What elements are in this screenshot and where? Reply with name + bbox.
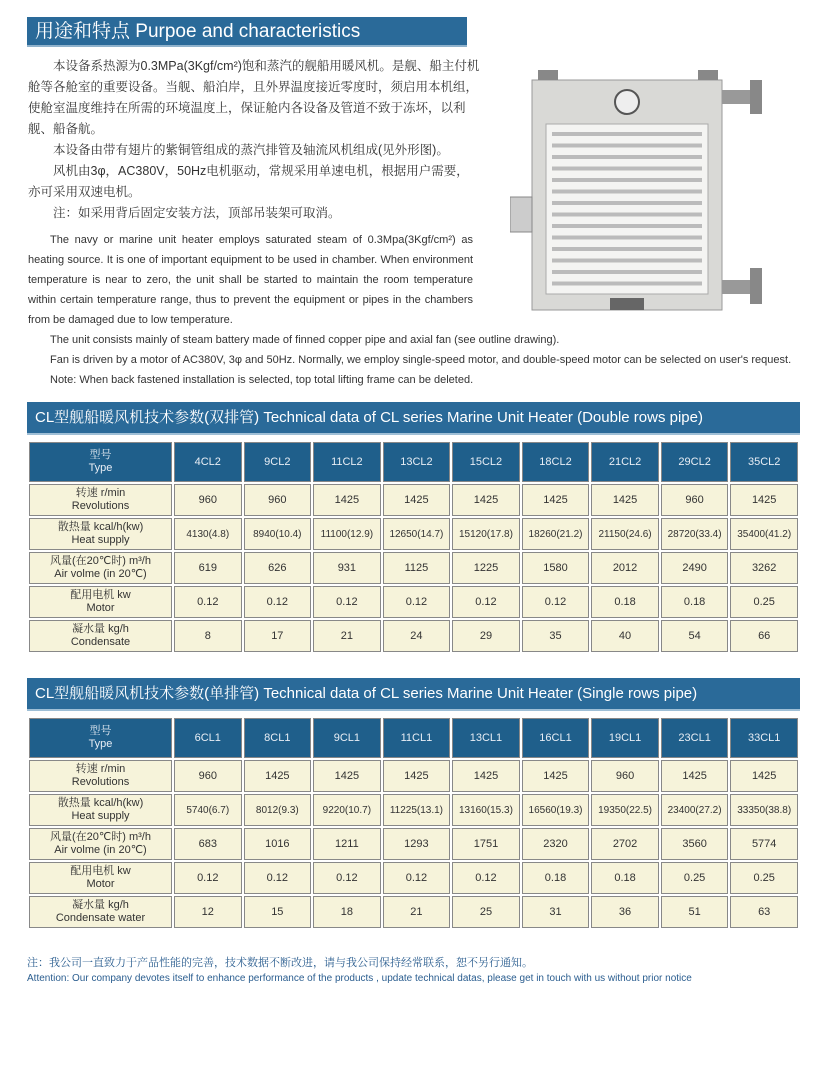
table-cell: 21 (313, 620, 381, 652)
table-cell: 54 (661, 620, 729, 652)
double-rows-table (27, 440, 800, 654)
paragraph: 注：如采用背后固定安装方法，顶部吊装架可取消。 (53, 206, 341, 220)
table-cell: 1425 (522, 484, 590, 516)
english-description (28, 230, 473, 330)
table-cell: 931 (313, 552, 381, 584)
column-header: 23CL1 (661, 718, 729, 758)
row-label-en: Motor (86, 602, 115, 614)
table-cell: 28720(33.4) (661, 518, 729, 550)
paragraph: 本设备由带有翅片的紫铜管组成的蒸汽排管及轴流风机组成(见外形图)。 (53, 143, 449, 157)
row-label-cn: 风量(在20℃时) m³/h (50, 831, 151, 843)
louver (552, 190, 702, 194)
table-cell: 17 (244, 620, 312, 652)
louver (552, 167, 702, 171)
row-label (29, 442, 172, 482)
table-cell: 960 (244, 484, 312, 516)
table-row (29, 794, 798, 826)
table-cell: 4130(4.8) (174, 518, 242, 550)
table-cell: 1425 (522, 760, 590, 792)
table-cell: 9220(10.7) (313, 794, 381, 826)
table-cell: 1125 (383, 552, 451, 584)
row-label-en: Air volme (in 20℃) (54, 568, 147, 580)
table-row (29, 828, 798, 860)
table-cell: 683 (174, 828, 242, 860)
row-label-cn: 散热量 kcal/h(kw) (57, 797, 144, 809)
row-label-en: Air volme (in 20℃) (54, 844, 147, 856)
row-label-cn: 型号 (89, 449, 112, 461)
table-cell: 40 (591, 620, 659, 652)
row-label (29, 794, 172, 826)
row-label-en: Type (88, 462, 113, 474)
paragraph: Note: When back fastened installation is selected, top total lifting frame can be deleted. (50, 374, 474, 386)
table-cell: 0.18 (591, 862, 659, 894)
row-label-cn: 转速 r/min (75, 763, 126, 775)
table-cell: 619 (174, 552, 242, 584)
table-cell: 29 (452, 620, 520, 652)
table-cell: 36 (591, 896, 659, 928)
table-row (29, 760, 798, 792)
table-cell: 5740(6.7) (174, 794, 242, 826)
table-row (29, 718, 798, 758)
table-cell: 66 (730, 620, 798, 652)
row-label-en: Condensate (70, 636, 131, 648)
row-label-cn: 风量(在20℃时) m³/h (50, 555, 151, 567)
row-label (29, 862, 172, 894)
table-cell: 1425 (452, 484, 520, 516)
table-row (29, 552, 798, 584)
table-cell: 2490 (661, 552, 729, 584)
row-label-en: Revolutions (71, 500, 130, 512)
louver (552, 132, 702, 136)
row-label (29, 760, 172, 792)
table-cell: 0.25 (661, 862, 729, 894)
table-cell: 18 (313, 896, 381, 928)
table-row (29, 442, 798, 482)
table-cell: 960 (174, 760, 242, 792)
table-cell: 2012 (591, 552, 659, 584)
table-cell: 0.12 (452, 862, 520, 894)
table-cell: 13160(15.3) (452, 794, 520, 826)
row-label (29, 620, 172, 652)
paragraph: Fan is driven by a motor of AC380V, 3φ and 50Hz. Normally, we employ single-speed motor, and double-speed motor can be selected on user's request. (50, 354, 792, 366)
column-header: 33CL1 (730, 718, 798, 758)
footer-note (27, 956, 827, 986)
column-header: 13CL2 (383, 442, 451, 482)
table-cell: 35400(41.2) (730, 518, 798, 550)
table-cell: 1425 (313, 484, 381, 516)
louver (552, 213, 702, 217)
table-cell: 23400(27.2) (661, 794, 729, 826)
row-label-cn: 凝水量 kg/h (72, 899, 129, 911)
row-label-cn: 型号 (89, 725, 112, 737)
column-header: 9CL2 (244, 442, 312, 482)
table-cell: 11225(13.1) (383, 794, 451, 826)
table-cell: 960 (661, 484, 729, 516)
row-label-cn: 配用电机 kw (70, 589, 131, 601)
louver (552, 282, 702, 286)
column-header: 18CL2 (522, 442, 590, 482)
table-cell: 1211 (313, 828, 381, 860)
table-cell: 0.18 (522, 862, 590, 894)
table-cell: 1425 (452, 760, 520, 792)
column-header: 8CL1 (244, 718, 312, 758)
column-header: 35CL2 (730, 442, 798, 482)
row-label-en: Heat supply (71, 810, 130, 822)
table-cell: 1016 (244, 828, 312, 860)
row-label (29, 484, 172, 516)
table-cell: 0.12 (522, 586, 590, 618)
table-cell: 1425 (730, 484, 798, 516)
row-label (29, 518, 172, 550)
column-header: 29CL2 (661, 442, 729, 482)
column-header: 9CL1 (313, 718, 381, 758)
table-row (29, 518, 798, 550)
table-cell: 5774 (730, 828, 798, 860)
column-header: 15CL2 (452, 442, 520, 482)
table-cell: 0.25 (730, 586, 798, 618)
louver (552, 201, 702, 205)
table-row (29, 586, 798, 618)
table-cell: 25 (452, 896, 520, 928)
table-row (29, 896, 798, 928)
table-cell: 21150(24.6) (591, 518, 659, 550)
column-header: 4CL2 (174, 442, 242, 482)
table-cell: 8940(10.4) (244, 518, 312, 550)
table-cell: 0.12 (452, 586, 520, 618)
english-description-wide (28, 330, 803, 390)
table-cell: 8012(9.3) (244, 794, 312, 826)
table-cell: 0.12 (174, 586, 242, 618)
table-row (29, 620, 798, 652)
table-cell: 0.12 (383, 586, 451, 618)
row-label-cn: 散热量 kcal/h(kw) (57, 521, 144, 533)
table-cell: 626 (244, 552, 312, 584)
table-cell: 1751 (452, 828, 520, 860)
table-cell: 1425 (313, 760, 381, 792)
table-cell: 3262 (730, 552, 798, 584)
column-header: 19CL1 (591, 718, 659, 758)
table-cell: 35 (522, 620, 590, 652)
table-cell: 0.12 (383, 862, 451, 894)
footer-en: Attention: Our company devotes itself to enhance performance of the products , update technical datas, please get in touch with us without prior notice (27, 973, 692, 984)
row-label-cn: 配用电机 kw (70, 865, 131, 877)
table-cell: 8 (174, 620, 242, 652)
row-label (29, 896, 172, 928)
table-cell: 15 (244, 896, 312, 928)
row-label (29, 586, 172, 618)
column-header: 21CL2 (591, 442, 659, 482)
table-cell: 33350(38.8) (730, 794, 798, 826)
unit-heater-image (510, 62, 775, 314)
paragraph: The navy or marine unit heater employs saturated steam of 0.3Mpa(3Kgf/cm²) as heating source. It is one of important equipment to be used in chamber. When environment temperature is near to zero, the unit shall be started to maintain the room temperature within certain temperature range, thus to prevent the equipment or pipes in the chambers from be damaged due to low temperature. (28, 234, 473, 326)
table-cell: 1580 (522, 552, 590, 584)
single-rows-table (27, 716, 800, 930)
column-header: 16CL1 (522, 718, 590, 758)
row-label (29, 828, 172, 860)
footer-cn: 注：我公司一直致力于产品性能的完善，技术数据不断改进，请与我公司保持经常联系，恕不另行通知。 (27, 957, 533, 969)
row-label-en: Type (88, 738, 113, 750)
table-cell: 3560 (661, 828, 729, 860)
table-cell: 1293 (383, 828, 451, 860)
table-cell: 960 (591, 760, 659, 792)
table-cell: 51 (661, 896, 729, 928)
table-cell: 0.12 (244, 862, 312, 894)
table-cell: 0.12 (244, 586, 312, 618)
table-cell: 1425 (730, 760, 798, 792)
row-label-en: Heat supply (71, 534, 130, 546)
louver (552, 224, 702, 228)
column-header: 6CL1 (174, 718, 242, 758)
table-cell: 0.25 (730, 862, 798, 894)
table-cell: 1425 (591, 484, 659, 516)
row-label-en: Revolutions (71, 776, 130, 788)
louver (552, 144, 702, 148)
table-cell: 1425 (383, 760, 451, 792)
table-cell: 1425 (244, 760, 312, 792)
table-cell: 31 (522, 896, 590, 928)
table-cell: 12650(14.7) (383, 518, 451, 550)
table-row (29, 484, 798, 516)
table-cell: 24 (383, 620, 451, 652)
louver (552, 247, 702, 251)
table-row (29, 862, 798, 894)
louver (552, 178, 702, 182)
table-cell: 0.18 (661, 586, 729, 618)
table-cell: 16560(19.3) (522, 794, 590, 826)
row-label (29, 552, 172, 584)
table-cell: 12 (174, 896, 242, 928)
table-cell: 63 (730, 896, 798, 928)
chinese-description (28, 56, 480, 224)
table-cell: 1225 (452, 552, 520, 584)
table-cell: 2702 (591, 828, 659, 860)
row-label-en: Condensate water (55, 912, 146, 924)
louver (552, 259, 702, 263)
louver (552, 155, 702, 159)
table-cell: 2320 (522, 828, 590, 860)
paragraph: 本设备系热源为0.3MPa(3Kgf/cm²)饱和蒸汽的舰船用暖风机。是舰、船主付机舱等各舱室的重要设备。当舰、船泊岸，且外界温度接近零度时，须启用本机组，使舱室温度维持在所需的环境温度上，保证舱内各设备及管道不致于冻坏，以利舰、船备航。 (28, 59, 480, 136)
paragraph: 风机由3φ，AC380V，50Hz电机驱动，常规采用单速电机，根据用户需要，亦可采用双速电机。 (28, 164, 469, 199)
table-cell: 15120(17.8) (452, 518, 520, 550)
table-cell: 0.18 (591, 586, 659, 618)
table-cell: 960 (174, 484, 242, 516)
table-title-double: CL型舰船暖风机技术参数(双排管) Technical data of CL series Marine Unit Heater (Double rows pipe) (27, 402, 800, 435)
louver (552, 270, 702, 274)
table-cell: 1425 (383, 484, 451, 516)
table-cell: 11100(12.9) (313, 518, 381, 550)
louver (552, 236, 702, 240)
column-header: 11CL1 (383, 718, 451, 758)
column-header: 13CL1 (452, 718, 520, 758)
table-title-single: CL型舰船暖风机技术参数(单排管) Technical data of CL series Marine Unit Heater (Single rows pipe) (27, 678, 800, 711)
column-header: 11CL2 (313, 442, 381, 482)
table-cell: 0.12 (174, 862, 242, 894)
row-label (29, 718, 172, 758)
row-label-cn: 转速 r/min (75, 487, 126, 499)
table-cell: 21 (383, 896, 451, 928)
table-cell: 0.12 (313, 586, 381, 618)
table-cell: 0.12 (313, 862, 381, 894)
row-label-cn: 凝水量 kg/h (72, 623, 129, 635)
section-title: 用途和特点 Purpoe and characteristics (27, 17, 467, 47)
table-cell: 1425 (661, 760, 729, 792)
paragraph: The unit consists mainly of steam battery made of finned copper pipe and axial fan (see outline drawing). (50, 334, 560, 346)
table-cell: 18260(21.2) (522, 518, 590, 550)
table-cell: 19350(22.5) (591, 794, 659, 826)
row-label-en: Motor (86, 878, 115, 890)
